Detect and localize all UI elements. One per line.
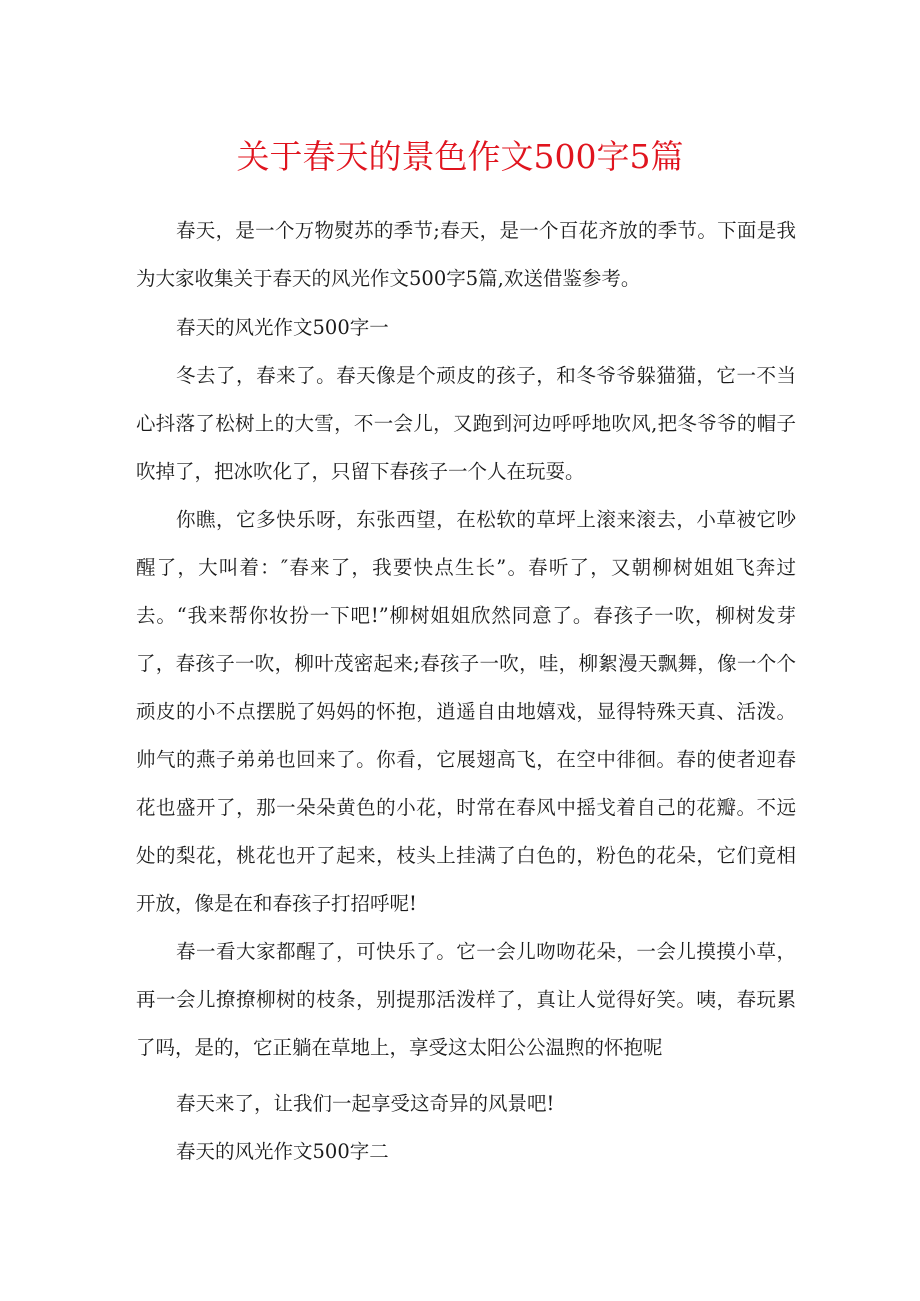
document-title: 关于春天的景色作文500字5篇 [236, 137, 684, 176]
intro-paragraph: 春天，是一个万物熨苏的季节;春天，是一个百花齐放的季节。下面是我为大家收集关于春天的风光作文500字5篇,欢送借鉴参考。 [136, 219, 796, 290]
section-heading-2: 春天的风光作文500字二 [176, 1140, 389, 1163]
paragraph-3: 春一看大家都醒了，可快乐了。它一会儿吻吻花朵，一会儿摸摸小草，再一会儿撩撩柳树的枝条，别提那活泼样了，真让人觉得好笑。咦，春玩累了吗，是的，它正躺在草地上，享受这太阳公公温煦的怀抱呢 [136, 940, 796, 1059]
section-heading-1: 春天的风光作文500字一 [176, 316, 389, 339]
paragraph-4: 春天来了，让我们一起享受这奇异的风景吧! [176, 1092, 555, 1115]
paragraph-2: 你瞧，它多快乐呀，东张西望，在松软的草坪上滚来滚去，小草被它吵醒了，大叫着：″春来了，我要快点生长”。春听了，又朝柳树姐姐飞奔过去。“我来帮你妆扮一下吧!”柳树姐姐欣然同意了。春孩子一吹，柳树发芽了，春孩子一吹，柳叶茂密起来;春孩子一吹，哇，柳絮漫天飘舞，像一个个顽皮的小不点摆脱了妈妈的怀抱，逍遥自由地嬉戏，显得特殊天真、活泼。帅气的燕子弟弟也回来了。你看，它展翅高飞，在空中徘徊。春的使者迎春花也盛开了，那一朵朵黄色的小花，时常在春风中摇戈着自己的花瓣。不远处的梨花，桃花也开了起来，枝头上挂满了白色的，粉色的花朵，它们竟相开放，像是在和春孩子打招呼呢! [136, 508, 796, 915]
paragraph-1: 冬去了，春来了。春天像是个顽皮的孩子，和冬爷爷躲猫猫，它一不当心抖落了松树上的大雪，不一会儿，又跑到河边呼呼地吹风,把冬爷爷的帽子吹掉了，把冰吹化了，只留下春孩子一个人在玩耍。 [136, 364, 796, 483]
